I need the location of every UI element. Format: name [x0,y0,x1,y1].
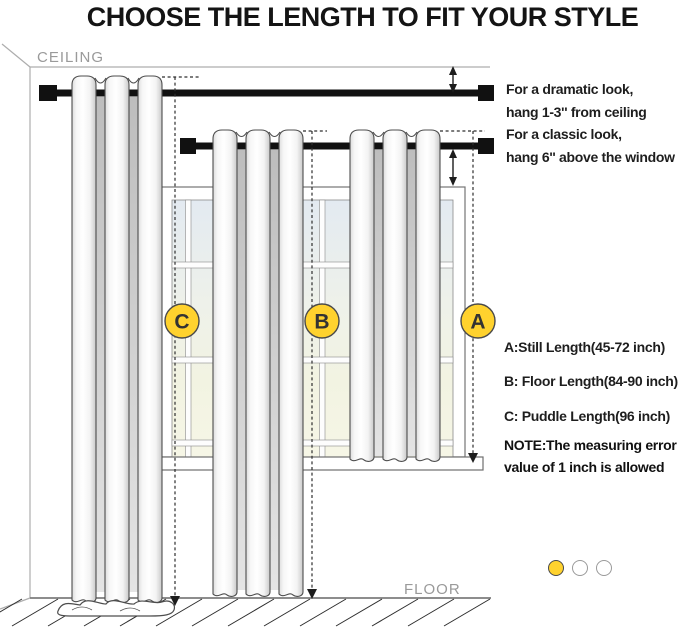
note-line1: NOTE:The measuring error [504,437,677,453]
curtain-pleat [350,130,374,461]
tip-classic-line2: hang 6'' above the window [506,149,675,165]
grommet-dip [95,78,106,83]
rod-lower-finial-right [478,138,494,154]
rod-upper-finial-left [39,85,57,101]
marker-c [165,304,199,338]
page-title: CHOOSE THE LENGTH TO FIT YOUR STYLE [86,2,639,32]
length-item-c: C: Puddle Length(96 inch) [504,408,670,424]
marker-b-letter: B [314,310,330,334]
carousel-dot-3[interactable] [596,560,612,576]
wall-corner-top [2,44,30,67]
curtain-pleat [138,76,162,602]
rod-lower-finial-left [180,138,196,154]
marker-c-letter: C [174,310,190,334]
grommet-dip [373,132,384,137]
curtain-pleat [279,130,303,596]
marker-a-letter: A [470,310,486,334]
note-line2: value of 1 inch is allowed [504,459,665,475]
gap-arrow-classic [449,149,457,186]
tip-dramatic-line2: hang 1-3'' from ceiling [506,104,647,120]
marker-a [461,304,495,338]
length-item-a: A:Still Length(45-72 inch) [504,339,665,355]
gap-arrow-dramatic [449,66,457,93]
curtain-pleat [72,76,96,602]
tip-classic-line1: For a classic look, [506,126,622,142]
tip-dramatic-line1: For a dramatic look, [506,81,634,97]
floor-label: FLOOR [404,581,461,598]
carousel-dots [548,560,612,576]
grommet-dip [269,132,280,137]
grommet-dip [406,132,417,137]
marker-b [305,304,339,338]
curtain-a-still [350,130,440,461]
ceiling-label: CEILING [37,49,105,66]
grommet-dip [128,78,139,83]
curtain-b-floor [213,130,303,596]
curtain-pleat [416,130,440,461]
curtain-c-puddle [58,76,175,616]
grommet-dip [236,132,247,137]
curtain-pleat [105,76,129,602]
curtain-pleat [383,130,407,461]
curtain-pleat [246,130,270,596]
length-item-b: B: Floor Length(84-90 inch) [504,373,678,389]
carousel-dot-1[interactable] [548,560,564,576]
carousel-dot-2[interactable] [572,560,588,576]
curtain-pleat [213,130,237,596]
rod-upper-finial-right [478,85,494,101]
